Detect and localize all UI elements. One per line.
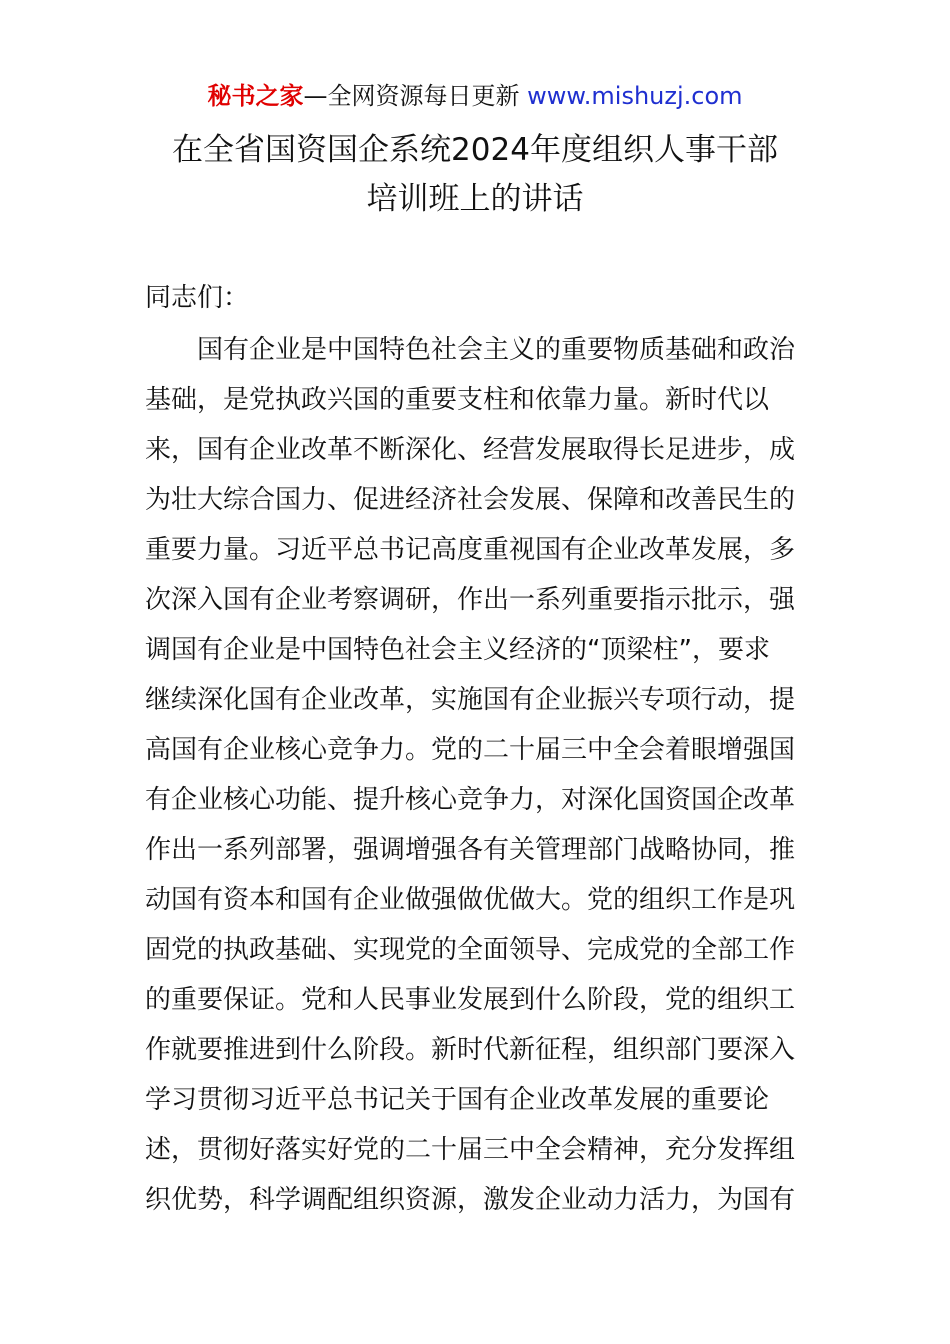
body-line: 调国有企业是中国特色社会主义经济的“顶梁柱”，要求	[145, 635, 770, 665]
body-line: 的重要保证。党和人民事业发展到什么阶段，党的组织工	[145, 985, 796, 1015]
brand-name: 秘书之家	[207, 82, 304, 110]
body-line: 继续深化国有企业改革，实施国有企业振兴专项行动，提	[145, 685, 796, 715]
body-line: 动国有资本和国有企业做强做优做大。党的组织工作是巩	[145, 885, 796, 915]
body-line: 学习贯彻习近平总书记关于国有企业改革发展的重要论	[145, 1085, 770, 1115]
body-line: 为壮大综合国力、促进经济社会发展、保障和改善民生的	[145, 485, 796, 515]
body-line: 有企业核心功能、提升核心竞争力，对深化国资国企改革	[145, 785, 796, 815]
body-line: 固党的执政基础、实现党的全面领导、完成党的全部工作	[145, 935, 796, 965]
title-line-1: 在全省国资国企系统2024年度组织人事干部	[172, 132, 778, 168]
body-line: 作出一系列部署，强调增强各有关管理部门战略协同，推	[145, 835, 796, 865]
banner-slogan: —全网资源每日更新	[303, 82, 520, 110]
body-line: 国有企业是中国特色社会主义的重要物质基础和政治	[197, 335, 796, 365]
body-line: 重要力量。习近平总书记高度重视国有企业改革发展，多	[145, 535, 796, 565]
document-title	[100, 126, 850, 224]
site-banner	[0, 80, 950, 112]
body-line: 次深入国有企业考察调研，作出一系列重要指示批示，强	[145, 585, 796, 615]
body-line: 作就要推进到什么阶段。新时代新征程，组织部门要深入	[145, 1035, 796, 1065]
body-line: 述，贯彻好落实好党的二十届三中全会精神，充分发挥组	[145, 1135, 796, 1165]
body-line: 基础，是党执政兴国的重要支柱和依靠力量。新时代以	[145, 385, 770, 415]
body-line: 高国有企业核心竞争力。党的二十届三中全会着眼增强国	[145, 735, 796, 765]
salutation: 同志们：	[145, 283, 250, 313]
body-line: 织优势，科学调配组织资源，激发企业动力活力，为国有	[145, 1185, 796, 1215]
body-paragraph	[145, 330, 810, 1230]
site-url-link[interactable]: www.mishuzj.com	[527, 82, 743, 110]
body-line: 来，国有企业改革不断深化、经营发展取得长足进步，成	[145, 435, 796, 465]
title-line-2: 培训班上的讲话	[366, 181, 584, 217]
